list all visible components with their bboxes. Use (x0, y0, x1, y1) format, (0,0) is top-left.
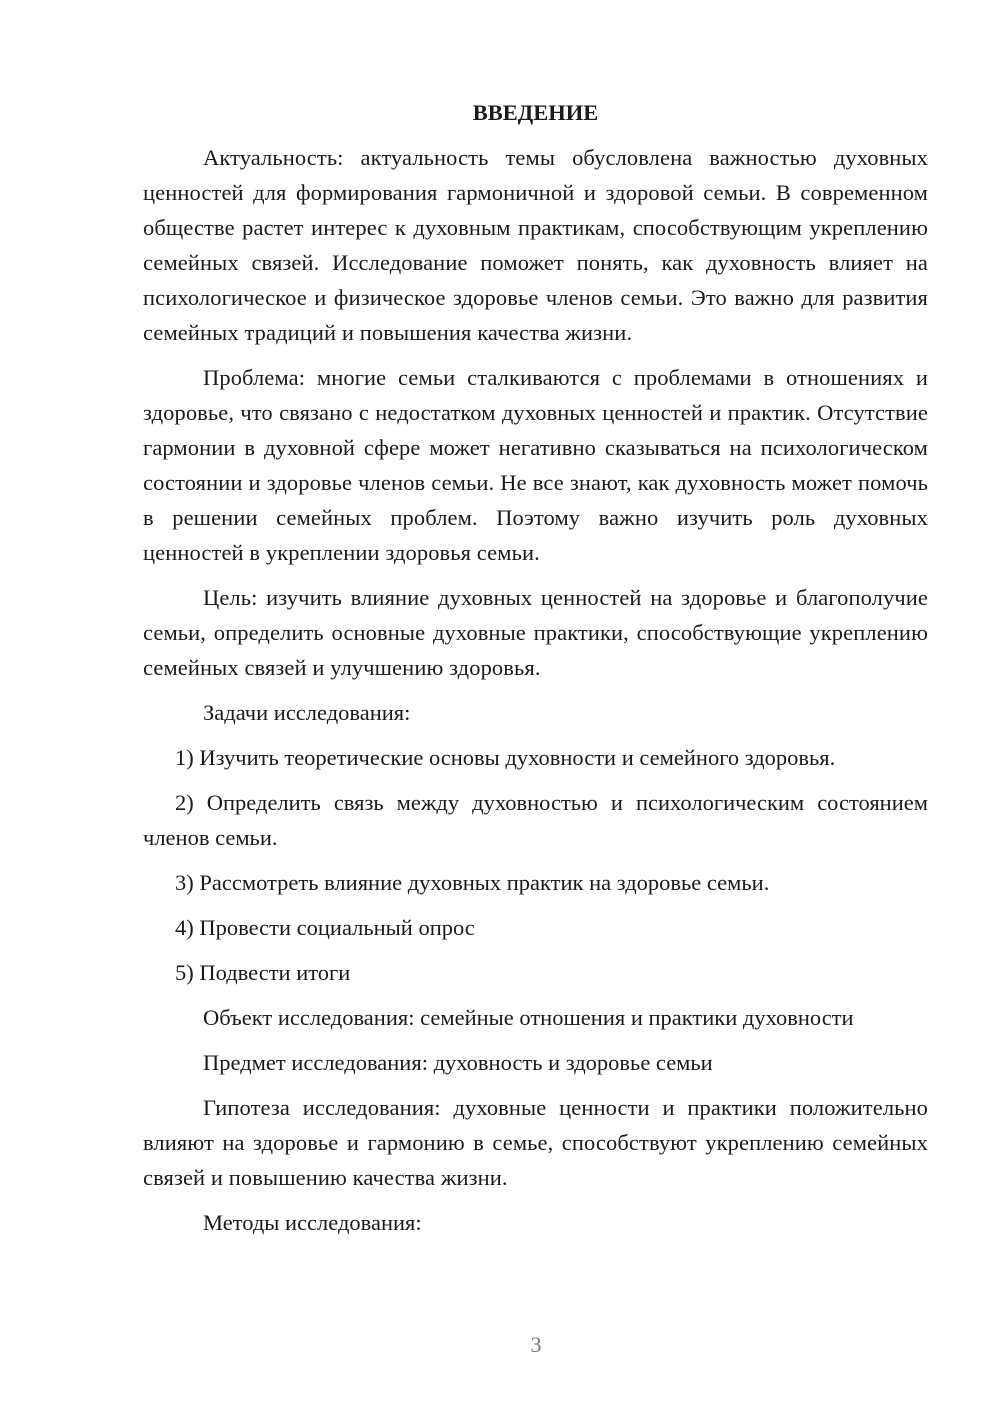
object-paragraph: Объект исследования: семейные отношения и практики духовности (203, 1005, 854, 1030)
task-item: 1) Изучить теоретические основы духовности и семейного здоровья. (175, 745, 836, 770)
document-page (143, 92, 928, 1250)
hypothesis-paragraph: Гипотеза исследования: духовные ценности и практики положительно влияют на здоровье и гармонию в семье, способствуют укреплению семейных связей и повышению качества жизни. (143, 1095, 928, 1190)
task-item: 5) Подвести итоги (175, 960, 351, 985)
tasks-heading: Задачи исследования: (203, 700, 411, 725)
page-number: 3 (530, 1332, 542, 1357)
task-item: 2) Определить связь между духовностью и психологическим состоянием членов семьи. (143, 790, 928, 850)
section-title: ВВЕДЕНИЕ (472, 100, 599, 125)
tasks-list (143, 740, 928, 990)
task-item: 4) Провести социальный опрос (175, 915, 475, 940)
relevance-paragraph: Актуальность: актуальность темы обусловлена важностью духовных ценностей для формирования гармоничной и здоровой семьи. В современном обществе растет интерес к духовным практикам, способствующим укреплению семейных связей. Исследование поможет понять, как духовность влияет на психологическое и физическое здоровье членов семьи. Это важно для развития семейных традиций и повышения качества жизни. (143, 145, 928, 345)
goal-paragraph: Цель: изучить влияние духовных ценностей на здоровье и благополучие семьи, определить основные духовные практики, способствующие укреплению семейных связей и улучшению здоровья. (143, 585, 928, 680)
task-item: 3) Рассмотреть влияние духовных практик на здоровье семьи. (175, 870, 770, 895)
problem-paragraph: Проблема: многие семьи сталкиваются с проблемами в отношениях и здоровье, что связано с недостатком духовных ценностей и практик. Отсутствие гармонии в духовной сфере может негативно сказываться на психологическом состоянии и здоровье членов семьи. Не все знают, как духовность может помочь в решении семейных проблем. Поэтому важно изучить роль духовных ценностей в укреплении здоровья семьи. (143, 365, 928, 565)
subject-paragraph: Предмет исследования: духовность и здоровье семьи (203, 1050, 713, 1075)
methods-heading: Методы исследования: (203, 1210, 422, 1235)
